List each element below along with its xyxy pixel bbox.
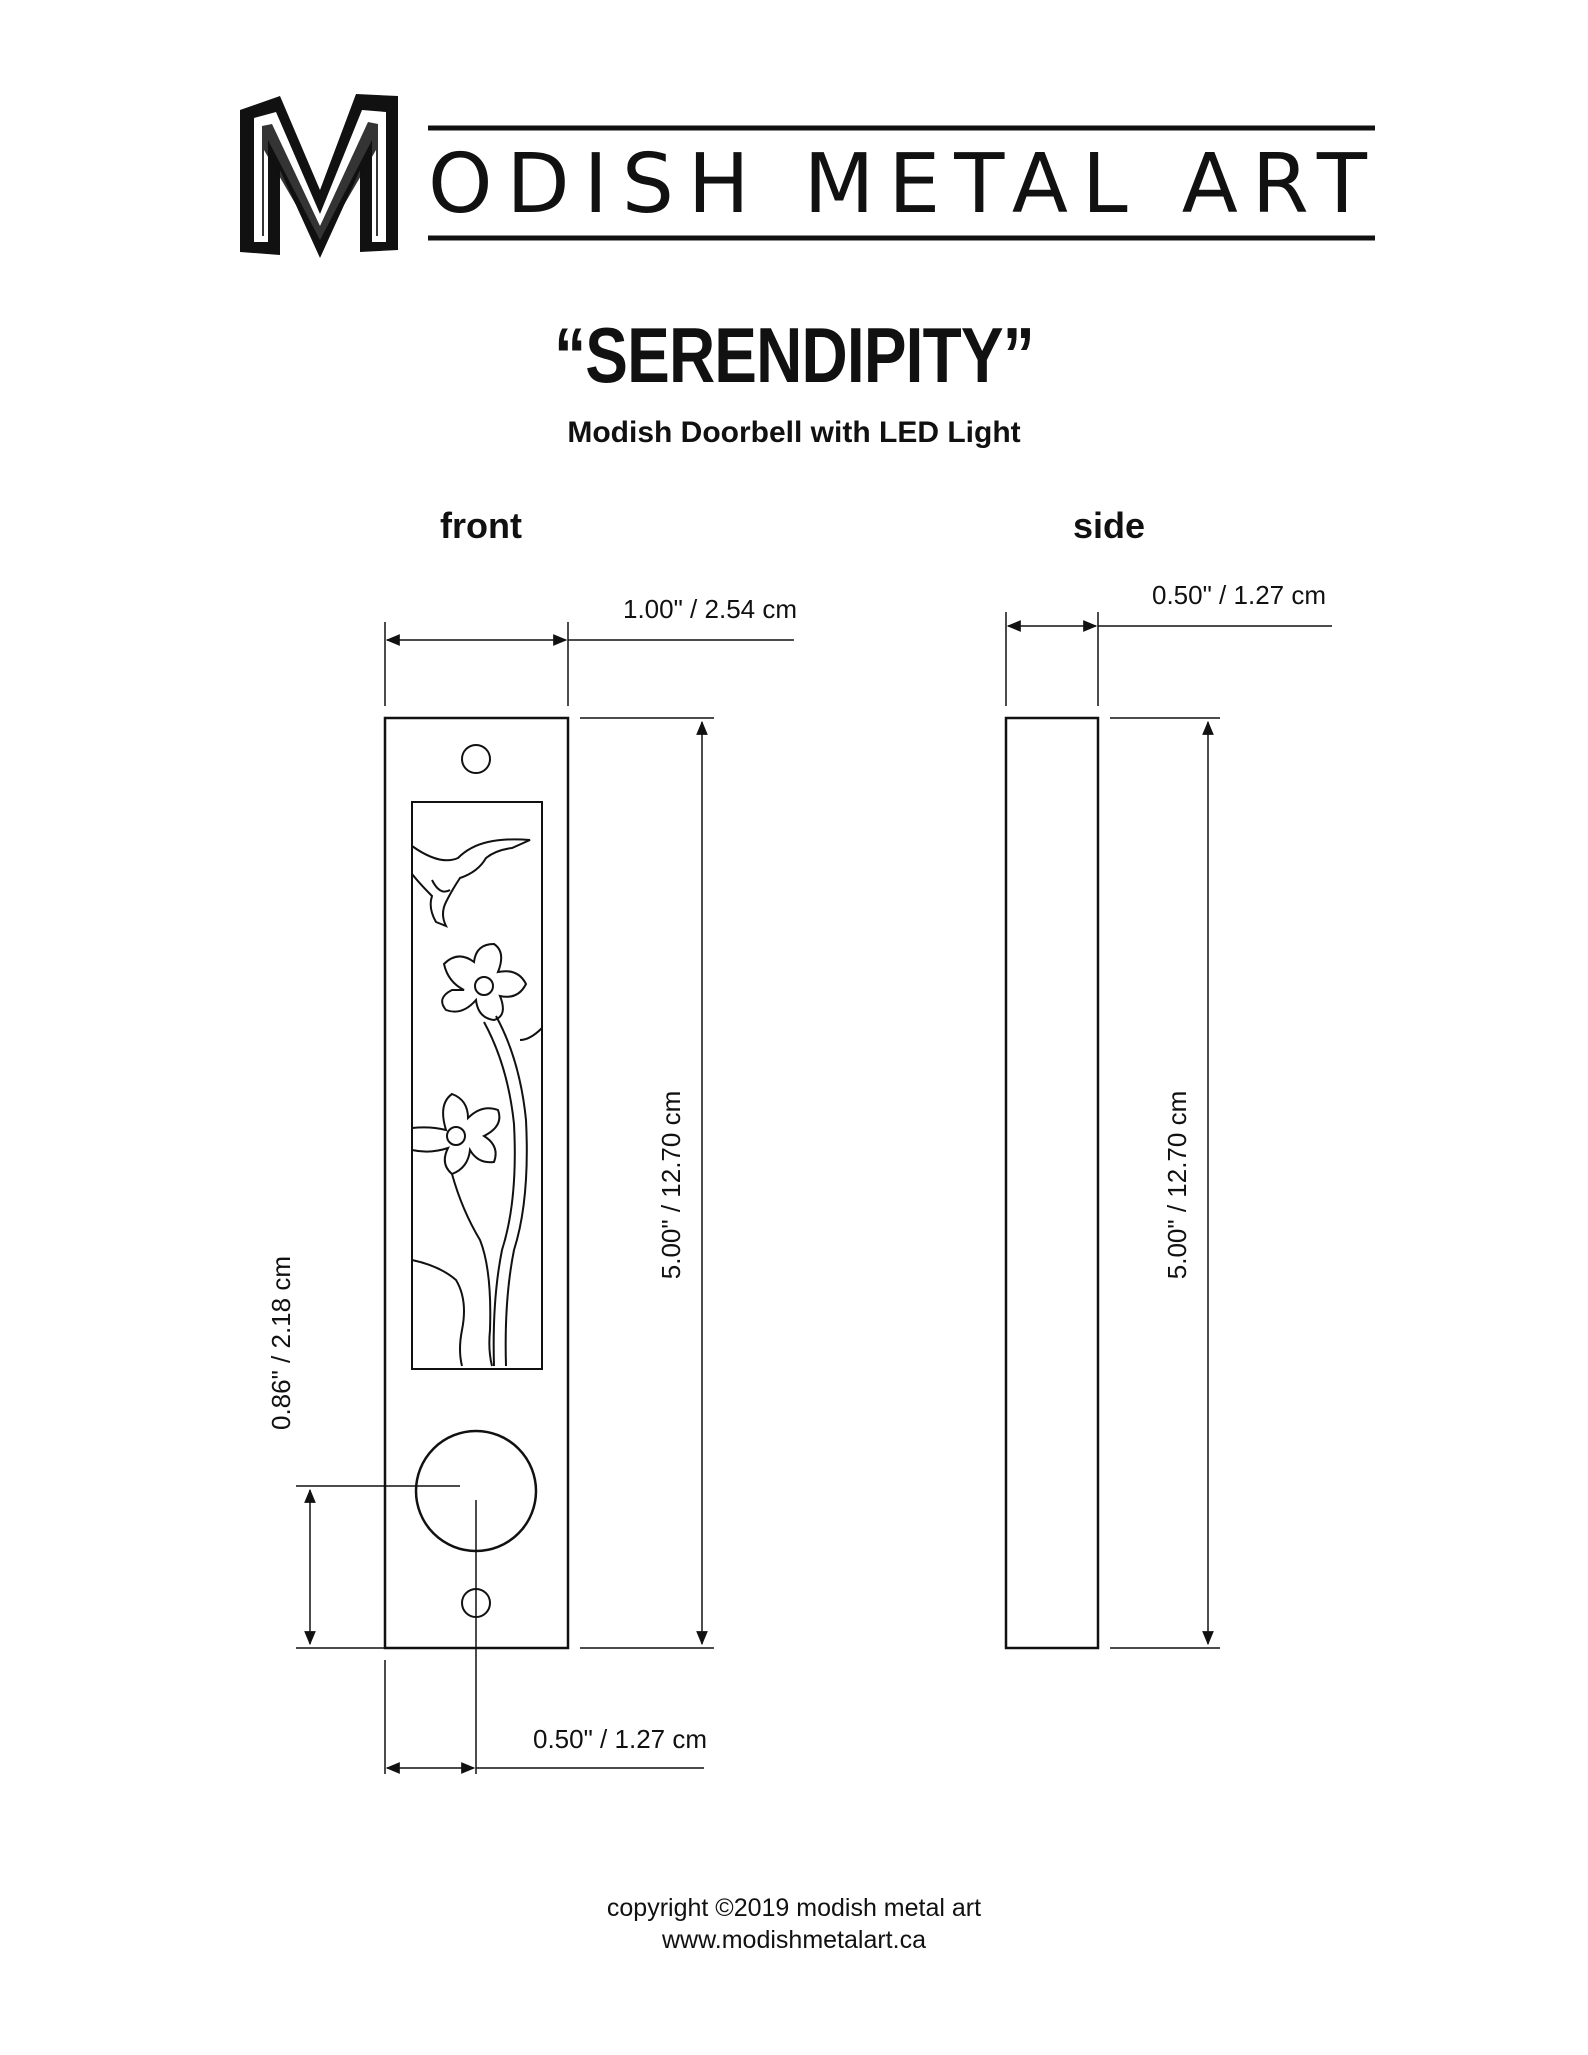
cutout-window [412,802,542,1369]
short-stem [452,1174,492,1366]
lower-leaf [412,1260,464,1366]
upper-leaf [520,1028,542,1040]
front-view-label: front [440,505,522,546]
product-title: “SERENDIPITY” [554,311,1034,399]
product-subtitle: Modish Doorbell with LED Light [567,416,1021,449]
lower-flower [412,1094,499,1174]
dim-button-offset: 0.50" / 1.27 cm [533,1724,707,1754]
top-screw-hole [462,745,490,773]
side-view-label: side [1073,505,1146,546]
tall-stem-inner [484,1022,515,1366]
dim-button-height: 0.86" / 2.18 cm [266,1256,296,1430]
dim-side-height: 5.00" / 12.70 cm [1162,1090,1192,1280]
dim-side-width: 0.50" / 1.27 cm [1152,580,1326,610]
lower-flower-center [447,1127,465,1145]
tall-stem-outer [496,1016,527,1366]
logo-wordmark: ODISH METAL ART [428,137,1381,232]
upper-flower-center [475,977,493,995]
dim-front-height: 5.00" / 12.70 cm [656,1090,686,1280]
hummingbird-wing [432,880,450,892]
upper-flower [442,944,526,1020]
dim-front-width: 1.00" / 2.54 cm [623,594,797,624]
side-plate-outline [1006,718,1098,1648]
copyright-text: copyright ©2019 modish metal art [606,1894,982,1922]
hummingbird-silhouette [412,839,530,926]
dimension-arrows [310,626,1208,1768]
website-text: www.modishmetalart.ca [662,1926,926,1954]
